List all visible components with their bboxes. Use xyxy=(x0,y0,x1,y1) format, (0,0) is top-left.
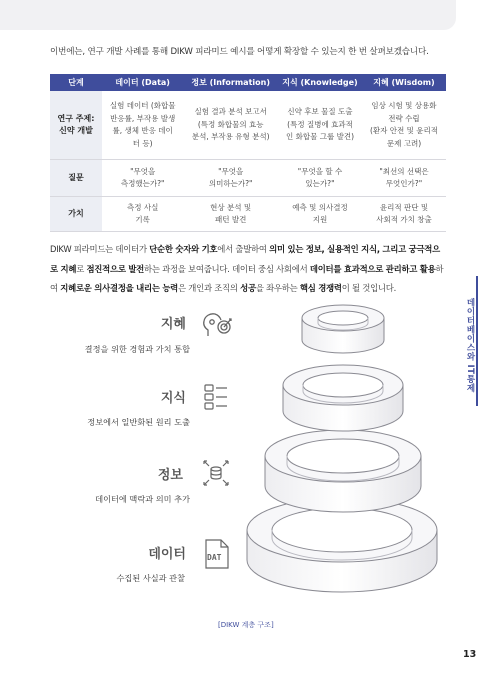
top-bar xyxy=(0,0,456,30)
table-header: 데이터 (Data) xyxy=(102,74,183,91)
table-cell: 예측 및 의사결정 지원 xyxy=(278,197,362,232)
ring-information xyxy=(265,430,421,512)
level-data xyxy=(40,543,190,562)
layers-list-icon xyxy=(203,382,229,412)
level-desc: 결정을 위한 경험과 가치 통합 xyxy=(84,344,190,354)
figure-caption: [DIKW 계층 구조] xyxy=(218,621,274,629)
level-desc: 정보에서 일반화된 원리 도출 xyxy=(87,417,190,427)
table-header: 정보 (Information) xyxy=(183,74,278,91)
page-number: 13 xyxy=(463,649,477,660)
row-label: 가치 xyxy=(50,197,102,232)
intro-text: 이번에는, 연구 개발 사례를 통해 DIKW 피라미드 예시를 어떻게 확장할 수 있는지 한 번 살펴보겠습니다. xyxy=(50,47,429,57)
table-header: 지식 (Knowledge) xyxy=(278,74,362,91)
level-wisdom xyxy=(40,313,190,332)
row-label: 연구 주제: 신약 개발 xyxy=(50,91,102,160)
database-expand-icon xyxy=(201,458,231,488)
side-accent-line xyxy=(476,276,478,406)
table-cell: 신약 후보 물질 도출 (특정 질병에 효과적 인 화합물 그룹 발견) xyxy=(278,91,362,160)
svg-text:DAT: DAT xyxy=(207,553,222,562)
level-desc: 수집된 사실과 관찰 xyxy=(116,573,185,583)
table-cell: "무엇을 할 수 있는가?" xyxy=(278,160,362,197)
table-cell: 측정 사실 기록 xyxy=(102,197,183,232)
ring-knowledge xyxy=(283,365,403,431)
level-title: 데이터 xyxy=(148,547,186,562)
table-row xyxy=(50,160,446,197)
dikw-example-table xyxy=(50,74,446,232)
chapter-side-label: 데이터베이스와 IT통제 xyxy=(465,298,475,393)
table-cell: 실험 데이터 (화합물 반응률, 부작용 발생 률, 생체 반응 데이 터 등) xyxy=(102,91,183,160)
level-title: 지식 xyxy=(160,391,186,406)
table-row xyxy=(50,91,446,160)
level-information xyxy=(40,464,183,483)
body-paragraph: DIKW 피라미드는 데이터가 단순한 숫자와 기호에서 출발하여 의미 있는 정보, 실용적인 지식, 그리고 궁극적으로 지혜로 점진적으로 발전하는 과정을 보여줍니다. 데이터 중심 사회에서 데이터를 효과적으로 관리하고 활용하여 지혜로운 의사결정을 내리는 능력은 개인과 조직의 성공을 좌우하는 핵심 경쟁력이 될 것입니다. xyxy=(50,244,444,293)
table-cell: 임상 시험 및 상용화 전략 수립 (환자 안전 및 윤리적 문제 고려) xyxy=(362,91,446,160)
table-cell: 현상 분석 및 패턴 발견 xyxy=(183,197,278,232)
level-title: 정보 xyxy=(157,468,183,483)
ring-wisdom xyxy=(302,305,384,353)
table-cell: "무엇을 의미하는가?" xyxy=(183,160,278,197)
table-cell: 윤리적 판단 및 사회적 가치 창출 xyxy=(362,197,446,232)
row-label: 질문 xyxy=(50,160,102,197)
level-information-desc-wrap xyxy=(20,486,190,505)
table-cell: "최선의 선택은 무엇인가?" xyxy=(362,160,446,197)
table-header: 단계 xyxy=(50,74,102,91)
level-title: 지혜 xyxy=(160,317,186,332)
level-knowledge xyxy=(40,387,190,406)
level-wisdom-desc-wrap xyxy=(20,336,190,355)
table-header: 지혜 (Wisdom) xyxy=(362,74,446,91)
dat-file-icon xyxy=(203,538,231,570)
brain-target-icon xyxy=(200,310,234,340)
level-data-desc-wrap xyxy=(20,565,185,584)
table-cell: 실험 결과 분석 보고서 (특정 화합물의 효능 분석, 부작용 유형 분석) xyxy=(183,91,278,160)
table-cell: "무엇을 측정했는가?" xyxy=(102,160,183,197)
table-header-row xyxy=(50,74,446,91)
table-row xyxy=(50,197,446,232)
level-desc: 데이터에 맥락과 의미 추가 xyxy=(95,494,190,504)
level-knowledge-desc-wrap xyxy=(20,409,190,428)
dikw-rings-diagram xyxy=(235,298,450,623)
